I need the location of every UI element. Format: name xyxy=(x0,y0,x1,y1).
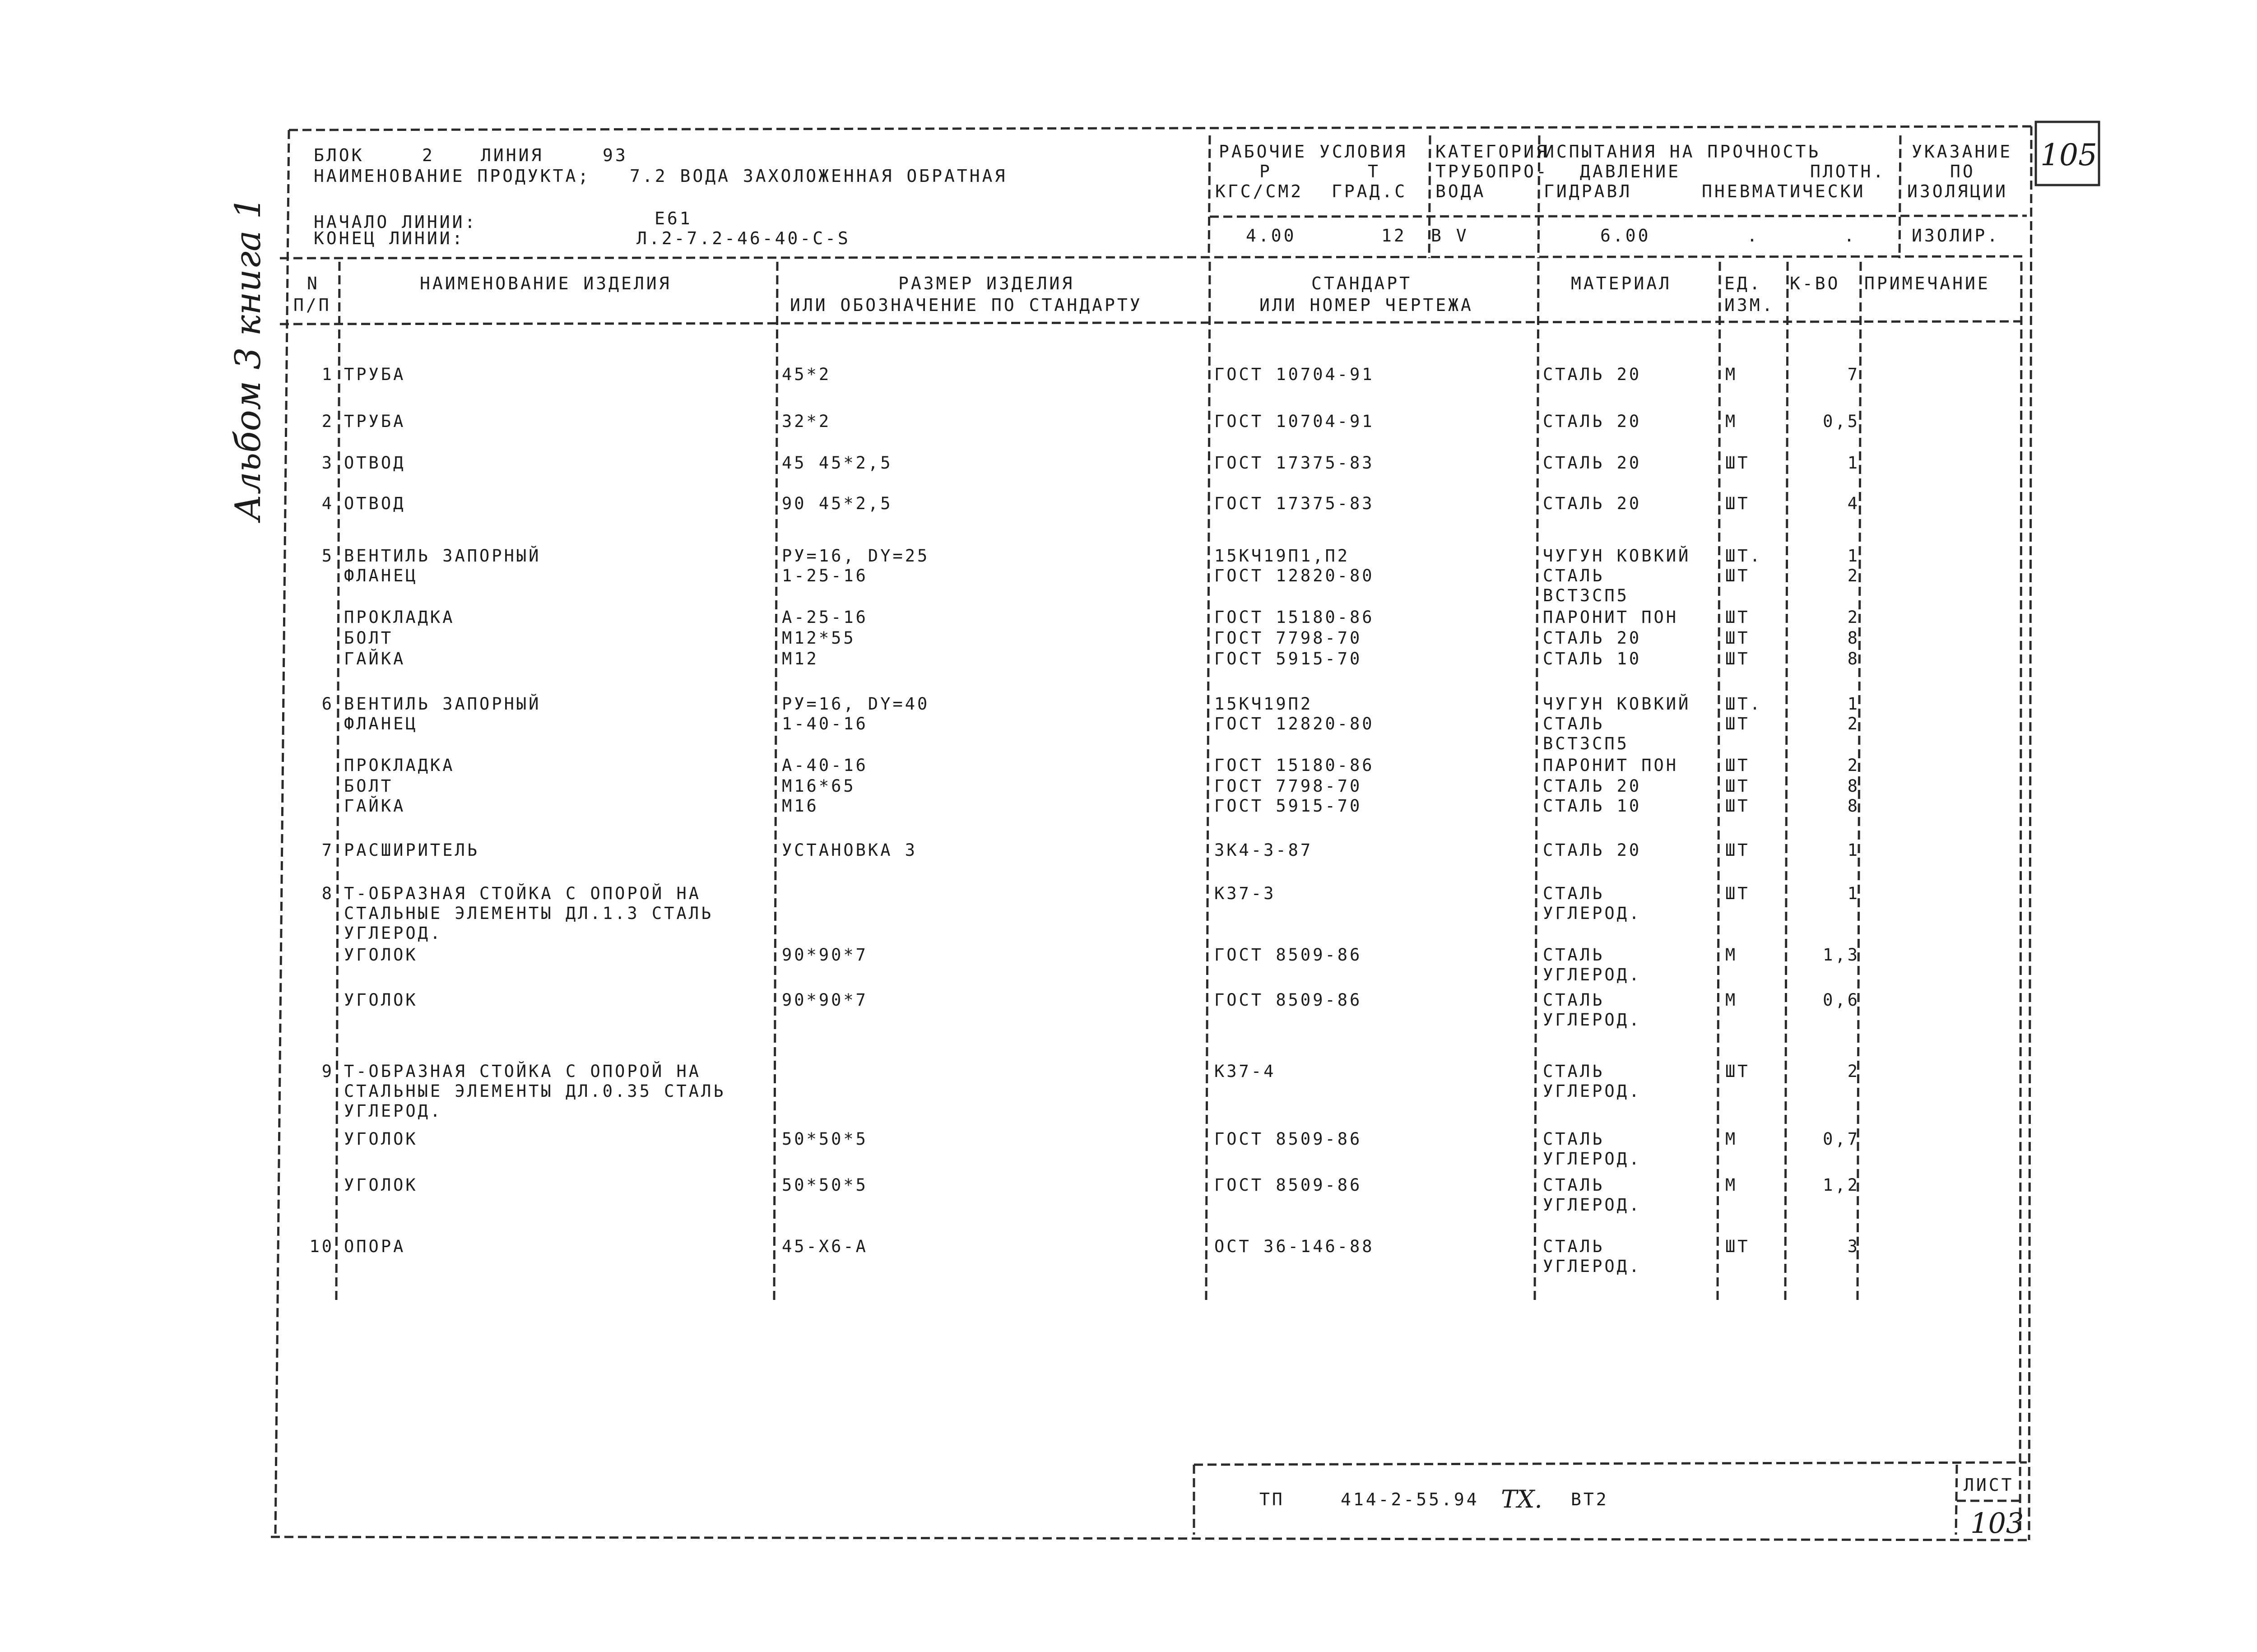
doc-tail: ВТ2 xyxy=(1571,1490,1609,1509)
sheet-label: ЛИСТ xyxy=(1964,1475,2014,1495)
col-num-line2: П/П xyxy=(293,295,331,315)
col-unit-line2: ИЗМ. xyxy=(1724,295,1775,315)
table-row: ПРОКЛАДКА А-40-16 ГОСТ 15180-86 ПАРОНИТ ПОН ШТ 2 xyxy=(344,756,1860,775)
insulation-value: ИЗОЛИР. xyxy=(1912,226,2000,246)
product-label: НАИМЕНОВАНИЕ ПРОДУКТА; xyxy=(314,166,591,186)
table-row: 10 ОПОРА 45-Х6-А ОСТ 36-146-88 СТАЛЬ УГЛЕРОД. ШТ 3 xyxy=(309,1237,1860,1276)
table-row: 7 РАСШИРИТЕЛЬ УСТАНОВКА 3 ЗК4-3-87 СТАЛЬ 20 ШТ 1 xyxy=(321,840,1860,860)
category-line2: ТРУБОПРО- xyxy=(1435,162,1549,181)
table-row: БОЛТ М12*55 ГОСТ 7798-70 СТАЛЬ 20 ШТ 8 xyxy=(344,628,1860,648)
temperature-symbol: Т xyxy=(1368,162,1380,181)
category-title: КАТЕГОРИЯ xyxy=(1435,142,1549,162)
table-row: УГОЛОК 50*50*5 ГОСТ 8509-86 СТАЛЬ УГЛЕРОД. М 0,7 xyxy=(344,1129,1860,1169)
pneumatic-label: ПНЕВМАТИЧЕСКИ xyxy=(1702,181,1866,201)
table-row: 6 ВЕНТИЛЬ ЗАПОРНЫЙ РУ=16, DY=40 15КЧ19П2 ЧУГУН КОВКИЙ ШТ. 1 xyxy=(321,694,1860,714)
table-row: 5 ВЕНТИЛЬ ЗАПОРНЫЙ РУ=16, DY=25 15КЧ19П1,П2 ЧУГУН КОВКИЙ ШТ. 1 xyxy=(321,546,1860,566)
pressure-label: ДАВЛЕНИЕ xyxy=(1580,162,1681,181)
col-material: МАТЕРИАЛ xyxy=(1571,274,1672,293)
hydraulic-value: 6.00 xyxy=(1600,226,1651,246)
col-num-line1: N xyxy=(307,274,320,293)
col-note: ПРИМЕЧАНИЕ xyxy=(1864,274,1990,293)
table-row: ГАЙКА М12 ГОСТ 5915-70 СТАЛЬ 10 ШТ 8 xyxy=(344,649,1860,668)
product-value: 7.2 ВОДА ЗАХОЛОЖЕННАЯ ОБРАТНАЯ xyxy=(630,166,1008,186)
table-row: ПРОКЛАДКА А-25-16 ГОСТ 15180-86 ПАРОНИТ ПОН ШТ 2 xyxy=(344,608,1860,627)
table-row: БОЛТ М16*65 ГОСТ 7798-70 СТАЛЬ 20 ШТ 8 xyxy=(344,776,1860,796)
density-value: . xyxy=(1844,226,1857,246)
table-row: УГОЛОК 50*50*5 ГОСТ 8509-86 СТАЛЬ УГЛЕРОД. М 1,2 xyxy=(344,1175,1860,1215)
temperature-value: 12 xyxy=(1381,226,1407,246)
table-row: 2 ТРУБА 32*2 ГОСТ 10704-91 СТАЛЬ 20 М 0,5 xyxy=(321,412,1860,431)
col-size-line1: РАЗМЕР ИЗДЕЛИЯ xyxy=(898,274,1075,293)
col-name: НАИМЕНОВАНИЕ ИЗДЕЛИЯ xyxy=(420,274,672,293)
category-line3: ВОДА xyxy=(1435,181,1486,201)
test-title: ИСПЫТАНИЯ НА ПРОЧНОСТЬ xyxy=(1544,142,1821,162)
col-unit-line1: ЕД. xyxy=(1724,274,1762,293)
category-value: В V xyxy=(1431,226,1469,246)
col-standard-line1: СТАНДАРТ xyxy=(1311,274,1412,293)
doc-number: 414-2-55.94 xyxy=(1341,1490,1479,1509)
pneumatic-value: . xyxy=(1747,226,1760,246)
table-row: УГОЛОК 90*90*7 ГОСТ 8509-86 СТАЛЬ УГЛЕРОД. М 1,3 xyxy=(344,945,1860,984)
insulation-title: УКАЗАНИЕ xyxy=(1912,142,2013,162)
sheet-number: 103 xyxy=(1970,1507,2024,1540)
work-conditions-title: РАБОЧИЕ УСЛОВИЯ xyxy=(1219,142,1408,162)
table-row: 3 ОТВОД 45 45*2,5 ГОСТ 17375-83 СТАЛЬ 20 ШТ 1 xyxy=(321,453,1860,473)
corner-sheet-number: 105 xyxy=(2040,138,2097,172)
start-value: Е61 xyxy=(655,209,692,228)
table-row: 4 ОТВОД 90 45*2,5 ГОСТ 17375-83 СТАЛЬ 20 ШТ 4 xyxy=(321,494,1860,513)
end-label: КОНЕЦ ЛИНИИ: xyxy=(314,228,465,248)
col-standard-line2: ИЛИ НОМЕР ЧЕРТЕЖА xyxy=(1259,295,1473,315)
album-side-note: Альбом 3 книга 1 xyxy=(228,196,269,521)
line-value: 93 xyxy=(603,145,628,165)
block-label: БЛОК xyxy=(314,145,364,165)
doc-suffix-handwritten: ТХ. xyxy=(1501,1485,1542,1513)
pressure-symbol: Р xyxy=(1259,162,1272,181)
start-label: НАЧАЛО ЛИНИИ: xyxy=(314,212,478,232)
end-value: Л.2-7.2-46-40-С-S xyxy=(636,228,850,248)
table-row: 9 Т-ОБРАЗНАЯ СТОЙКА С ОПОРОЙ НА СТАЛЬНЫЕ ЭЛЕМЕНТЫ ДЛ.0.35 СТАЛЬ УГЛЕРОД. К37-4 СТАЛЬ УГЛЕРОД. ШТ 2 xyxy=(321,1062,1860,1121)
table-row: ФЛАНЕЦ 1-25-16 ГОСТ 12820-80 СТАЛЬ ВСТ3СП5 ШТ 2 xyxy=(344,566,1860,605)
table-row: ГАЙКА М16 ГОСТ 5915-70 СТАЛЬ 10 ШТ 8 xyxy=(344,796,1860,816)
doc-prefix: ТП xyxy=(1259,1490,1285,1509)
insulation-line2: ПО xyxy=(1950,162,1975,181)
table-row: 1 ТРУБА 45*2 ГОСТ 10704-91 СТАЛЬ 20 М 7 xyxy=(321,365,1860,384)
hydraulic-label: ГИДРАВЛ xyxy=(1544,181,1632,201)
block-value: 2 xyxy=(422,145,435,165)
line-label: ЛИНИЯ xyxy=(481,145,544,165)
density-label: ПЛОТН. xyxy=(1810,162,1886,181)
insulation-line3: ИЗОЛЯЦИИ xyxy=(1907,181,2008,201)
table-row: 8 Т-ОБРАЗНАЯ СТОЙКА С ОПОРОЙ НА СТАЛЬНЫЕ ЭЛЕМЕНТЫ ДЛ.1.3 СТАЛЬ УГЛЕРОД. К37-3 СТАЛЬ УГЛЕРОД. ШТ 1 xyxy=(321,884,1860,943)
table-row: ФЛАНЕЦ 1-40-16 ГОСТ 12820-80 СТАЛЬ ВСТ3СП5 ШТ 2 xyxy=(344,714,1860,753)
pressure-value: 4.00 xyxy=(1246,226,1296,246)
col-size-line2: ИЛИ ОБОЗНАЧЕНИЕ ПО СТАНДАРТУ xyxy=(790,295,1142,315)
temperature-unit: ГРАД.С xyxy=(1332,181,1407,201)
pressure-unit: КГС/СМ2 xyxy=(1215,181,1304,201)
table-row: УГОЛОК 90*90*7 ГОСТ 8509-86 СТАЛЬ УГЛЕРОД. М 0,6 xyxy=(344,990,1860,1030)
col-qty: К-ВО xyxy=(1790,274,1840,293)
